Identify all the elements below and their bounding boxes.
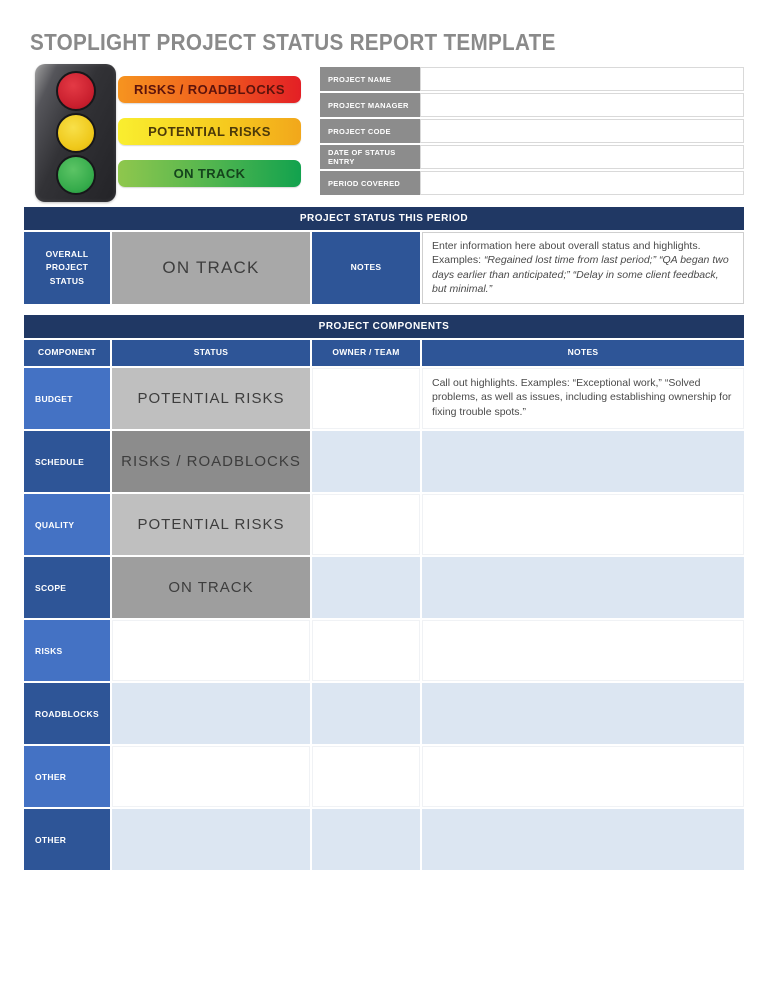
component-label-other-1: OTHER xyxy=(24,746,110,807)
owner-cell-roadblocks[interactable] xyxy=(312,683,420,744)
owner-cell-quality[interactable] xyxy=(312,494,420,555)
component-label-scope: SCOPE xyxy=(24,557,110,618)
stoplight-yellow-lamp-icon xyxy=(56,113,96,153)
table-row-risks xyxy=(24,620,744,681)
legend-on-track: ON TRACK xyxy=(118,160,301,187)
project-components-section xyxy=(24,315,744,870)
status-cell-other-1[interactable] xyxy=(112,746,310,807)
component-label-other-2: OTHER xyxy=(24,809,110,870)
owner-cell-scope[interactable] xyxy=(312,557,420,618)
overall-project-status-label: OVERALL PROJECT STATUS xyxy=(24,232,110,304)
form-row-project-name xyxy=(320,67,744,91)
notes-cell-budget[interactable]: Call out highlights. Examples: “Exceptional work,” “Solved problems, as well as issues, including establishing ownership for fixing trouble spots.” xyxy=(422,368,744,429)
table-row-budget xyxy=(24,368,744,429)
column-header-owner-team: OWNER / TEAM xyxy=(312,340,420,366)
notes-cell-scope[interactable] xyxy=(422,557,744,618)
component-label-risks: RISKS xyxy=(24,620,110,681)
owner-cell-risks[interactable] xyxy=(312,620,420,681)
stoplight-icon xyxy=(35,64,116,202)
notes-cell-risks[interactable] xyxy=(422,620,744,681)
status-cell-schedule[interactable]: RISKS / ROADBLOCKS xyxy=(112,431,310,492)
notes-cell-schedule[interactable] xyxy=(422,431,744,492)
page-title: STOPLIGHT PROJECT STATUS REPORT TEMPLATE xyxy=(30,29,556,55)
project-manager-field[interactable] xyxy=(420,93,744,117)
period-covered-label: PERIOD COVERED xyxy=(320,171,420,195)
components-column-header-row xyxy=(24,340,744,366)
form-row-period-covered xyxy=(320,171,744,195)
overall-notes-examples: “Regained lost time from last period;” “QA began two days earlier than anticipated;” “Delay in some client feedback, but minimal.” xyxy=(432,254,729,296)
status-cell-budget[interactable]: POTENTIAL RISKS xyxy=(112,368,310,429)
overall-notes-label: NOTES xyxy=(312,232,420,304)
project-name-label: PROJECT NAME xyxy=(320,67,420,91)
project-name-field[interactable] xyxy=(420,67,744,91)
column-header-status: STATUS xyxy=(112,340,310,366)
component-label-roadblocks: ROADBLOCKS xyxy=(24,683,110,744)
stoplight-red-lamp-icon xyxy=(56,71,96,111)
project-info-form xyxy=(320,67,744,197)
notes-cell-other-1[interactable] xyxy=(422,746,744,807)
project-code-field[interactable] xyxy=(420,119,744,143)
component-label-schedule: SCHEDULE xyxy=(24,431,110,492)
project-code-label: PROJECT CODE xyxy=(320,119,420,143)
owner-cell-budget[interactable] xyxy=(312,368,420,429)
component-label-quality: QUALITY xyxy=(24,494,110,555)
owner-cell-other-1[interactable] xyxy=(312,746,420,807)
status-cell-risks[interactable] xyxy=(112,620,310,681)
notes-cell-roadblocks[interactable] xyxy=(422,683,744,744)
column-header-component: COMPONENT xyxy=(24,340,110,366)
components-section-header: PROJECT COMPONENTS xyxy=(24,315,744,338)
owner-cell-other-2[interactable] xyxy=(312,809,420,870)
date-of-status-entry-field[interactable] xyxy=(420,145,744,169)
period-covered-field[interactable] xyxy=(420,171,744,195)
status-cell-other-2[interactable] xyxy=(112,809,310,870)
overall-notes-text[interactable] xyxy=(422,232,744,304)
form-row-project-code xyxy=(320,119,744,143)
table-row-roadblocks xyxy=(24,683,744,744)
status-this-period-section xyxy=(24,207,744,300)
status-section-header: PROJECT STATUS THIS PERIOD xyxy=(24,207,744,230)
table-row-quality xyxy=(24,494,744,555)
overall-status-row xyxy=(24,232,744,300)
status-cell-quality[interactable]: POTENTIAL RISKS xyxy=(112,494,310,555)
component-label-budget: BUDGET xyxy=(24,368,110,429)
owner-cell-schedule[interactable] xyxy=(312,431,420,492)
form-row-date-of-status-entry xyxy=(320,145,744,169)
form-row-project-manager xyxy=(320,93,744,117)
table-row-other-1 xyxy=(24,746,744,807)
overall-notes-intro: Enter information here about overall status and highlights. Examples: xyxy=(432,240,701,267)
table-row-schedule xyxy=(24,431,744,492)
column-header-notes: NOTES xyxy=(422,340,744,366)
notes-cell-quality[interactable] xyxy=(422,494,744,555)
notes-cell-other-2[interactable] xyxy=(422,809,744,870)
table-row-scope xyxy=(24,557,744,618)
stoplight-green-lamp-icon xyxy=(56,155,96,195)
date-of-status-entry-label: DATE OF STATUS ENTRY xyxy=(320,145,420,169)
legend-potential-risks: POTENTIAL RISKS xyxy=(118,118,301,145)
table-row-other-2 xyxy=(24,809,744,870)
status-cell-scope[interactable]: ON TRACK xyxy=(112,557,310,618)
legend-risks-roadblocks: RISKS / ROADBLOCKS xyxy=(118,76,301,103)
overall-status-value[interactable]: ON TRACK xyxy=(112,232,310,304)
status-cell-roadblocks[interactable] xyxy=(112,683,310,744)
project-manager-label: PROJECT MANAGER xyxy=(320,93,420,117)
